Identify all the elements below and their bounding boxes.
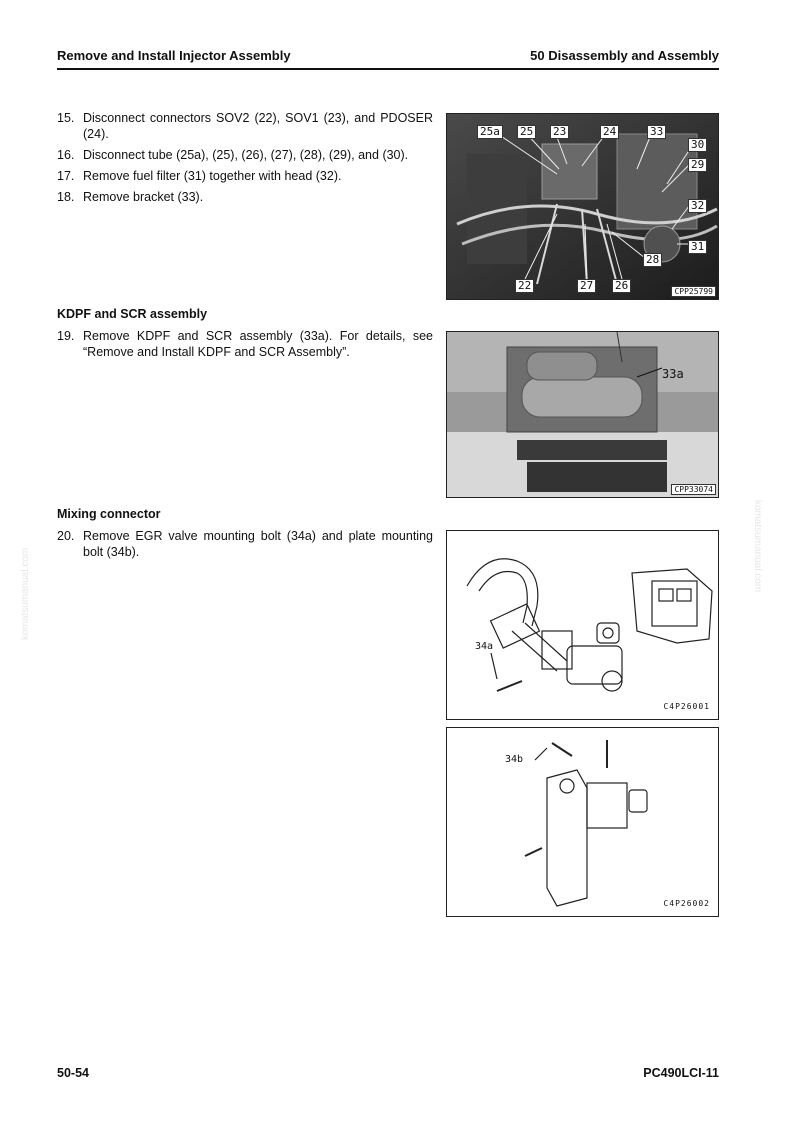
- step-number: 16.: [57, 148, 75, 162]
- step-20: [57, 528, 433, 560]
- figure-kdpf-scr: [446, 331, 719, 498]
- step-text: Remove EGR valve mounting bolt (34a) and plate mounting bolt (34b).: [83, 529, 433, 559]
- page-header: [57, 48, 719, 68]
- chapter-title: 50 Disassembly and Assembly: [530, 48, 719, 63]
- step-number: 20.: [57, 529, 75, 543]
- figure-plate: [446, 727, 719, 917]
- callout-33: 33: [647, 125, 666, 139]
- step-number: 18.: [57, 190, 75, 204]
- section-title: Remove and Install Injector Assembly: [57, 48, 291, 63]
- egr-valve-drawing: [447, 531, 718, 719]
- callout-25a: 25a: [477, 125, 503, 139]
- step-19: [57, 328, 433, 360]
- step-text: Remove bracket (33).: [83, 190, 204, 204]
- step-15: [57, 110, 433, 142]
- callout-26: 26: [612, 279, 631, 293]
- step-17: [57, 168, 433, 184]
- plate-drawing: [447, 728, 718, 916]
- callout-24: 24: [600, 125, 619, 139]
- step-18: [57, 189, 433, 205]
- figure-engine-connectors: [446, 113, 719, 300]
- callout-31: 31: [688, 240, 707, 254]
- step-number: 19.: [57, 329, 75, 343]
- kdpf-heading: KDPF and SCR assembly: [57, 307, 208, 321]
- step-text: Remove fuel filter (31) together with head (32).: [83, 169, 342, 183]
- figure-code: C4P26002: [663, 899, 710, 908]
- figure-code: C4P26001: [663, 702, 710, 711]
- step-text: Disconnect connectors SOV2 (22), SOV1 (23), and PDOSER (24).: [83, 111, 433, 141]
- callout-22: 22: [515, 279, 534, 293]
- model-name: PC490LCI-11: [643, 1066, 719, 1080]
- callout-27: 27: [577, 279, 596, 293]
- callout-23: 23: [550, 125, 569, 139]
- page-number: 50-54: [57, 1066, 89, 1080]
- callout-29: 29: [688, 158, 707, 172]
- watermark-right: komatsumanual.com: [752, 500, 763, 593]
- callout-32: 32: [688, 199, 707, 213]
- mixing-heading: Mixing connector: [57, 507, 161, 521]
- kdpf-photo: [447, 332, 718, 497]
- callout-25: 25: [517, 125, 536, 139]
- figure-egr-valve: [446, 530, 719, 720]
- callout-30: 30: [688, 138, 707, 152]
- step-16: [57, 147, 433, 163]
- step-text: Remove KDPF and SCR assembly (33a). For details, see “Remove and Install KDPF and SCR Assembly”.: [83, 329, 433, 359]
- figure-code: CPP25799: [671, 286, 716, 297]
- callout-33a: 33a: [662, 367, 684, 381]
- callout-34a: 34a: [475, 641, 494, 652]
- engine-photo: [447, 114, 718, 299]
- callout-28: 28: [643, 253, 662, 267]
- callout-34b: 34b: [505, 754, 524, 765]
- step-text: Disconnect tube (25a), (25), (26), (27), (28), (29), and (30).: [83, 148, 409, 162]
- watermark-left: komatsumanual.com: [20, 547, 31, 640]
- figure-code: CPP33074: [671, 484, 716, 495]
- header-rule: [57, 68, 719, 70]
- step-number: 15.: [57, 111, 75, 125]
- step-number: 17.: [57, 169, 75, 183]
